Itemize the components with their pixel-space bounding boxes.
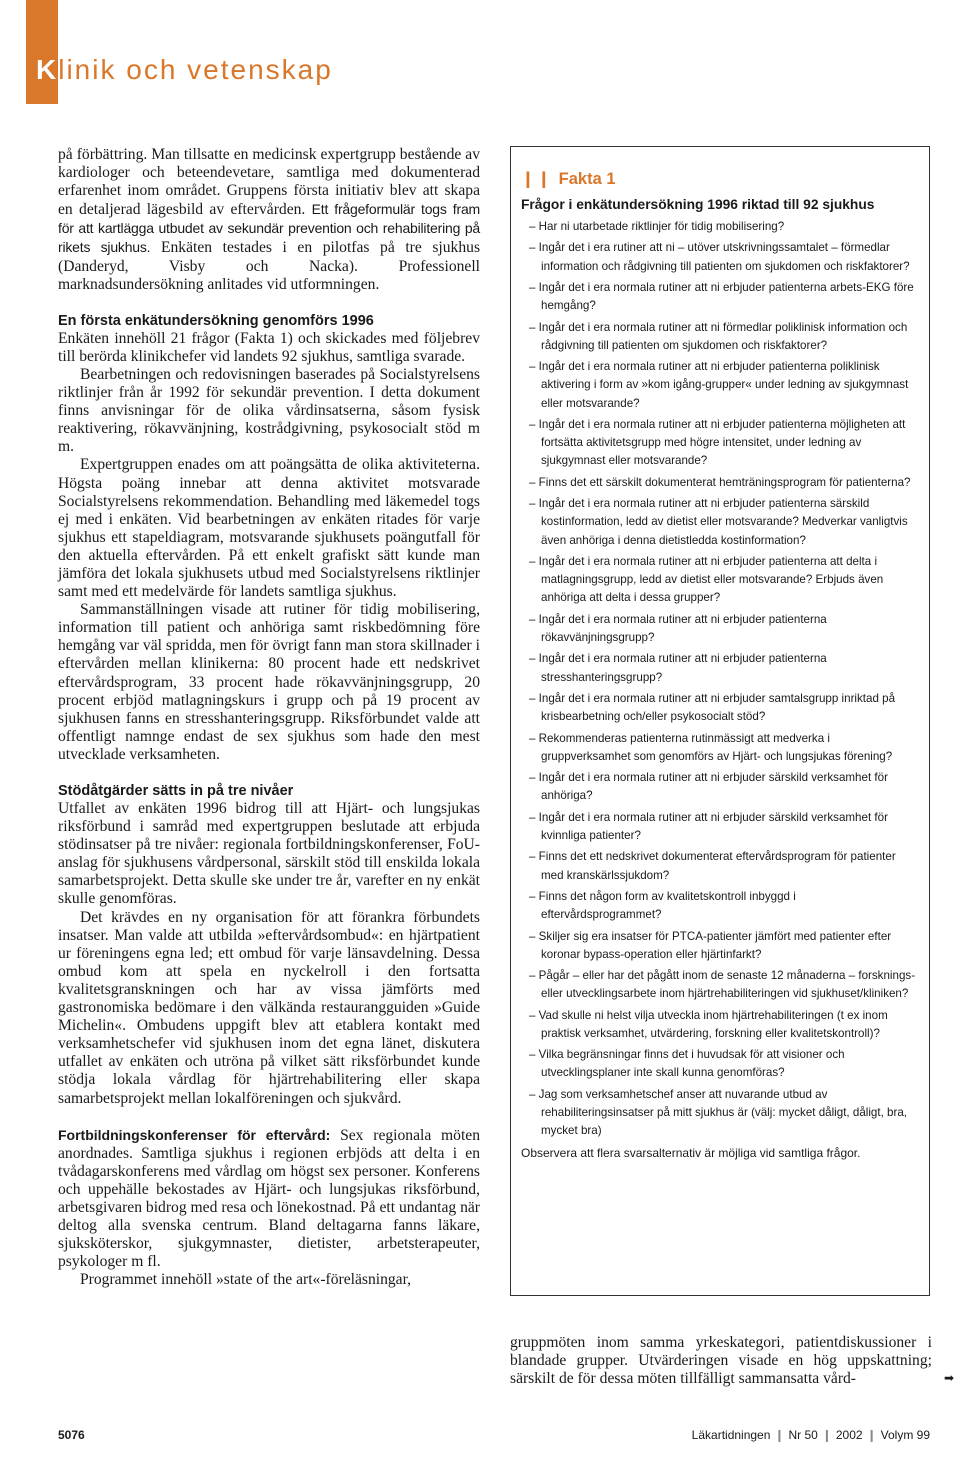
fact-box-question: – Ingår det i era normala rutiner att ni erbjuder samtalsgrupp inriktad på krisbearbetning och/eller psykosocialt stöd? — [529, 691, 896, 724]
paragraph-support: Utfallet av enkäten 1996 bidrog till att Hjärt- och lungsjukas riksförbund i samråd med expertgruppen beslutade att erbjuda stödinsatser på tre nivåer: regionala fortbildningskonferenser, FoU-anslag för sjukhusens vårdpersonal, särskilt stöd till enskilda lokala samarbetsprojekt. Detta skulle ske under tre år, varefter en ny enkät skulle genomföras. — [58, 800, 480, 908]
intro-sans-text: Ett frågeformulär togs fram för att kartlägga utbudet av sekundär prevention och rehabilitering på rikets sjukhus. — [58, 201, 480, 256]
fact-box-bars-icon: ❙❙ — [521, 170, 553, 188]
section-header-initial: K — [36, 54, 59, 85]
paragraph-program: Programmet innehöll »state of the art«-föreläsningar, — [80, 1271, 412, 1289]
section-header-rest: linik och vetenskap — [58, 54, 333, 85]
conferences-text: Sex regionala möten anordnades. Samtliga sjukhus i regionen erbjöds att delta i en tvådagarskonferens med vårdlag om högst sex personer. Konferens och uppehälle bekostades av Hjärt- och lungsjukas riksförbund, arbetsgivaren bidrog med resa och lönekostnad. På ett undantag när deltog alla svenska centrum. Bland deltagarna fanns läkare, sjuksköterskor, sjukgymnaster, dietister, arbetsterapeuter, psykologer m fl. — [58, 1126, 480, 1271]
journal-year: 2002 — [835, 1428, 863, 1442]
paragraph-scoring: Expertgruppen enades om att poängsätta de olika aktiviteterna. Högsta poäng innebar att denna aktivitet motsvarade Socialstyrelsens rekommendation. Behandling med läkemedel togs ej med i enkäten. Vid bearbetningen av enkäten ritades för varje sjukhus ett stapeldiagram, motsvarande sjukhusets poängutfall för den aktuella eftervården. På ett enkelt grafiskt sätt kunde man jämföra det lokala sjukhusets utbud med Socialstyrelsens riktlinjer samt med ett medelvärde för landets samtliga sjukhus. — [58, 456, 480, 601]
footer-separator: ❙ — [821, 1428, 832, 1442]
paragraph-survey-content: Enkäten innehöll 21 frågor (Fakta 1) och skickades med följebrev till berörda klinikchefer vid landets 92 sjukhus, samtliga svarade. — [58, 329, 480, 365]
fact-box-question: – Ingår det i era normala rutiner att ni förmedlar poliklinisk information och rådgivning till patienten om sjukdomen och riskfaktorer? — [529, 320, 908, 352]
fact-box-question: – Finns det ett särskilt dokumenterat hemträningsprogram för patienterna? — [529, 475, 911, 489]
intro-end-text: Enkäten testades i en pilotfas på tre sjukhus (Danderyd, Visby och Nacka). Professionell marknadsundersökning anlitades vid utformningen. — [58, 239, 481, 293]
fact-box-question: – Ingår det i era normala rutiner att ni erbjuder patienterna stresshanteringsgrupp? — [529, 652, 827, 684]
main-article-column — [58, 146, 480, 1289]
paragraph-conferences — [58, 1126, 480, 1272]
fact-box-question: – Ingår det i era normala rutiner att ni erbjuder patienterna att delta i matlagningsgrupp, ledd av dietist eller motsvarande? Erbjuds även anhöriga att delta i dessa grupper? — [529, 554, 884, 605]
fact-box-question: – Vilka begränsningar finns det i huvudsak för att visioner och utvecklingsplaner inte skall kunna genomföras? — [529, 1048, 845, 1080]
fact-box-subtitle: Frågor i enkätundersökning 1996 riktad till 92 sjukhus — [521, 197, 875, 212]
paragraph-organisation: Det krävdes en ny organisation för att förankra förbundets insatser. Man valde att utbilda »eftervårdsombud«: en hjärtpatient ur föreningens egna led; ett ombud för varje länsavdelning. Dessa ombud kom att spela en nyckelroll i den fortsatta kvalitetsgranskningen och har av vissa jämförts med gastronomiska bedömare i den välkända restaurangguiden »Guide Michelin«. Ombudens uppgift blev att etablera kontakt med verksamhetschefer vid sjukhusen inom det egna länet, diskutera utfallet av enkäten och utröna på vilket sätt riksförbundet kunde stödja lokala vårdlag för hjärtrehabilitering eller skapa samarbetsprojekt mellan lokalföreningen och sjukvård. — [58, 908, 480, 1107]
fact-box-question: – Vad skulle ni helst vilja utveckla inom hjärtrehabiliteringen (t ex inom praktisk verksamhet, utvärdering, forskning eller kvalitetskontroll)? — [529, 1008, 888, 1040]
fact-box — [510, 146, 930, 1296]
fact-box-question: – Jag som verksamhetschef anser att nuvarande utbud av rehabiliteringsinsatser på mitt sjukhus är (välj: mycket dåligt, dåligt, bra, mycket bra) — [529, 1087, 908, 1138]
fact-box-title — [521, 169, 919, 189]
fact-box-question: – Finns det någon form av kvalitetskontroll inbyggd i eftervårdsprogrammet? — [529, 889, 796, 922]
intro-text: på förbättring. Man tillsatte en medicinsk expertgrupp bestående av kardiologer och beteendevetare, samtliga med dokumenterad erfarenhet inom området. Gruppens första initiativ blev att skapa en detaljerad lägesbild av eftervården. — [58, 146, 480, 219]
fact-box-question: – Rekommenderas patienterna rutinmässigt att medverka i gruppverksamhet som genomförs av Hjärt- och lungsjukas förening? — [529, 731, 893, 763]
fact-box-question: – Ingår det i era normala rutiner att ni erbjuder patienterna poliklinisk aktivering i form av »kom igång-grupper« under ledning av sjukgymnast eller motsvarande? — [529, 360, 909, 410]
section-color-bar — [26, 0, 58, 104]
fact-box-question-list — [521, 218, 919, 1140]
fact-box-question: – Har ni utarbetade riktlinjer för tidig mobilisering? — [529, 220, 785, 233]
runin-heading-conferences: Fortbildningskonferenser för eftervård: — [58, 1126, 331, 1143]
heading-support-levels: Stödåtgärder sätts in på tre nivåer — [58, 783, 294, 799]
fact-box-question: – Ingår det i era normala rutiner att ni erbjuder patienterna arbets-EKG före hemgång? — [529, 280, 914, 313]
journal-footer — [692, 1428, 930, 1442]
fact-box-question: – Ingår det i era normala rutiner att ni erbjuder särskild verksamhet för anhöriga? — [529, 771, 888, 803]
fact-box-question: – Pågår – eller har det pågått inom de senaste 12 månaderna – forsknings- eller utvecklingsarbete inom hjärtrehabiliteringen vid sjukhuset/kliniken? — [529, 969, 916, 1001]
paragraph-processing: Bearbetningen och redovisningen baserades på Socialstyrelsens riktlinjer från år 1992 för sekundär prevention. I detta dokument finns anvisningar för de olika vårdinsatserna, såsom fysisk reaktivering, rökavvänjning, kostrådgivning, psykosocialt stöd m m. — [58, 365, 480, 456]
fact-box-label: Fakta 1 — [558, 170, 616, 188]
fact-box-question: – Finns det ett nedskrivet dokumenterat eftervårdsprogram för patienter med kranskärlssjukdom? — [529, 850, 896, 882]
fact-box-question: – Ingår det i era normala rutiner att ni erbjuder patienterna möjligheten att fortsätta aktivitetsgrupp med högre intensitet, under ledning av sjukgymnast eller motsvarande? — [529, 417, 906, 468]
journal-issue: Nr 50 — [788, 1428, 818, 1442]
paragraph-results: Sammanställningen visade att rutiner för tidig mobilisering, information till patient och anhöriga samt riskbedömning före hemgång var väl spridda, men för övrigt fann man stora skillnader i eftervården mellan klinikerna: 80 procent hade ett nedskrivet eftervårdsprogram, 33 procent hade rökavvänjningsgrupp, 20 procent erbjöd matlagningskurs i grupp och på 19 procent av sjukhusen fanns en stresshanteringsgrupp. Riksförbundet valde att offentligt namnge endast de sex sjukhus som hade den mest utvecklade verksamheten. — [58, 601, 480, 763]
fact-box-question: – Ingår det i era rutiner att ni – utöver utskrivningssamtalet – förmedlar information och rådgivning till patienten om sjukdomen och riskfaktorer? — [529, 241, 910, 273]
page-number: 5076 — [58, 1428, 85, 1442]
fact-box-question: – Ingår det i era normala rutiner att ni erbjuder patienterna rökavvänjningsgrupp? — [529, 612, 827, 644]
fact-box-question: – Skiljer sig era insatser för PTCA-patienter jämfört med patienter efter koronar bypass-operation eller hjärtinfarkt? — [529, 929, 892, 961]
fact-box-question: – Ingår det i era normala rutiner att ni erbjuder patienterna särskild kostinformation, ledd av dietist eller motsvarande? Medverkar vanligtvis även anhöriga i denna dietistledda kostinformation? — [529, 497, 908, 547]
continued-article-text: gruppmöten inom samma yrkeskategori, patientdiskussioner i blandade grupper. Utvärderingen visade en hög uppskattning; särskilt de för dessa möten tillfälligt sammansatta vård- — [510, 1334, 932, 1387]
continue-arrow-icon: ➡ — [944, 1371, 955, 1385]
heading-first-survey: En första enkätundersökning genomförs 1996 — [58, 312, 374, 329]
section-header — [36, 54, 333, 86]
journal-name: Läkartidningen — [691, 1428, 771, 1442]
footer-separator: ❙ — [866, 1428, 877, 1442]
fact-box-note: Observera att flera svarsalternativ är möjliga vid samtliga frågor. — [521, 1146, 861, 1161]
paragraph-intro — [58, 146, 480, 294]
fact-box-question: – Ingår det i era normala rutiner att ni erbjuder särskild verksamhet för kvinnliga patienter? — [529, 810, 888, 842]
journal-volume: Volym 99 — [880, 1428, 930, 1442]
footer-separator: ❙ — [774, 1428, 785, 1442]
